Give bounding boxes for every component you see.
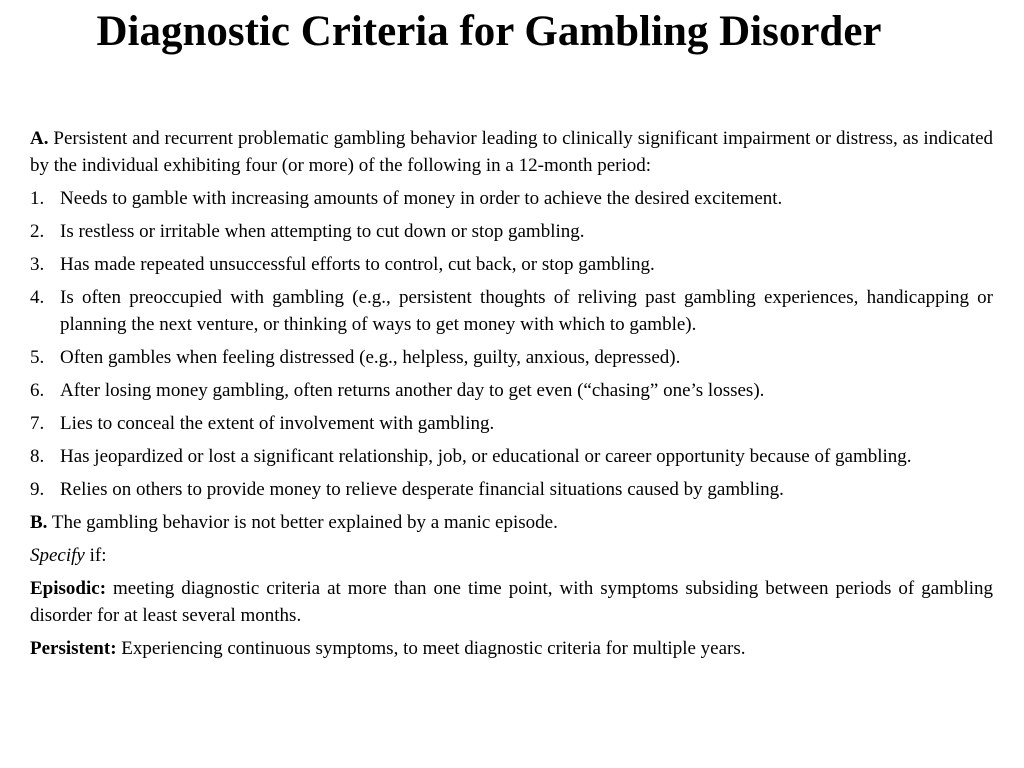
criteria-item (30, 218, 993, 245)
criterion-b-label: B. (30, 512, 48, 533)
episodic-text: meeting diagnostic criteria at more than one time point, with symptoms subsiding between periods of gambling disorder for at least several months. (30, 578, 994, 626)
criteria-item-number: 8. (30, 446, 45, 467)
criteria-item (30, 410, 993, 437)
criteria-item (30, 443, 993, 470)
criteria-item-number: 7. (30, 413, 45, 434)
criteria-item (30, 344, 993, 371)
criteria-item-text: Has jeopardized or lost a significant relationship, job, or educational or career opportunity because of gambling. (60, 446, 912, 467)
criteria-item-number: 3. (30, 254, 45, 275)
criterion-a-label: A. (30, 128, 49, 149)
criterion-a (30, 125, 993, 179)
specify-line (30, 542, 993, 569)
page-title: Diagnostic Criteria for Gambling Disorder (96, 8, 882, 55)
criteria-content (30, 125, 993, 668)
criteria-item-text: Often gambles when feeling distressed (e.g., helpless, guilty, anxious, depressed). (60, 347, 681, 368)
criterion-b (30, 509, 993, 536)
persistent-specifier (30, 635, 993, 662)
episodic-label: Episodic: (30, 578, 107, 599)
criteria-item (30, 251, 993, 278)
criterion-b-text: The gambling behavior is not better explained by a manic episode. (51, 512, 558, 533)
criteria-item-text: Relies on others to provide money to relieve desperate financial situations caused by gambling. (60, 479, 784, 500)
persistent-text: Experiencing continuous symptoms, to meet diagnostic criteria for multiple years. (121, 638, 746, 659)
criteria-item-number: 9. (30, 479, 45, 500)
criteria-item-text: Has made repeated unsuccessful efforts to control, cut back, or stop gambling. (60, 254, 655, 275)
criteria-item-text: Is restless or irritable when attempting to cut down or stop gambling. (60, 221, 585, 242)
criteria-item-number: 4. (30, 287, 45, 308)
criteria-item-number: 2. (30, 221, 45, 242)
persistent-label: Persistent: (30, 638, 117, 659)
criteria-item (30, 377, 993, 404)
criteria-item-number: 5. (30, 347, 45, 368)
criteria-item-text: Needs to gamble with increasing amounts of money in order to achieve the desired excitement. (60, 188, 783, 209)
criteria-item-number: 1. (30, 188, 45, 209)
criteria-item-number: 6. (30, 380, 45, 401)
specify-word: Specify (30, 545, 85, 566)
criteria-item-text: Lies to conceal the extent of involvement with gambling. (60, 413, 495, 434)
criteria-list (30, 185, 993, 503)
criteria-item-text: Is often preoccupied with gambling (e.g., persistent thoughts of reliving past gambling experiences, handicapping or planning the next venture, or thinking of ways to get money with which to gamble). (60, 287, 993, 335)
specify-rest: if: (89, 545, 107, 566)
criteria-item (30, 284, 993, 338)
criteria-item (30, 476, 993, 503)
criterion-a-text: Persistent and recurrent problematic gambling behavior leading to clinically significant impairment or distress, as indicated by the individual exhibiting four (or more) of the following in a 12-month period: (30, 128, 994, 176)
criteria-item-text: After losing money gambling, often returns another day to get even (“chasing” one’s losses). (60, 380, 765, 401)
episodic-specifier (30, 575, 993, 629)
criteria-item (30, 185, 993, 212)
